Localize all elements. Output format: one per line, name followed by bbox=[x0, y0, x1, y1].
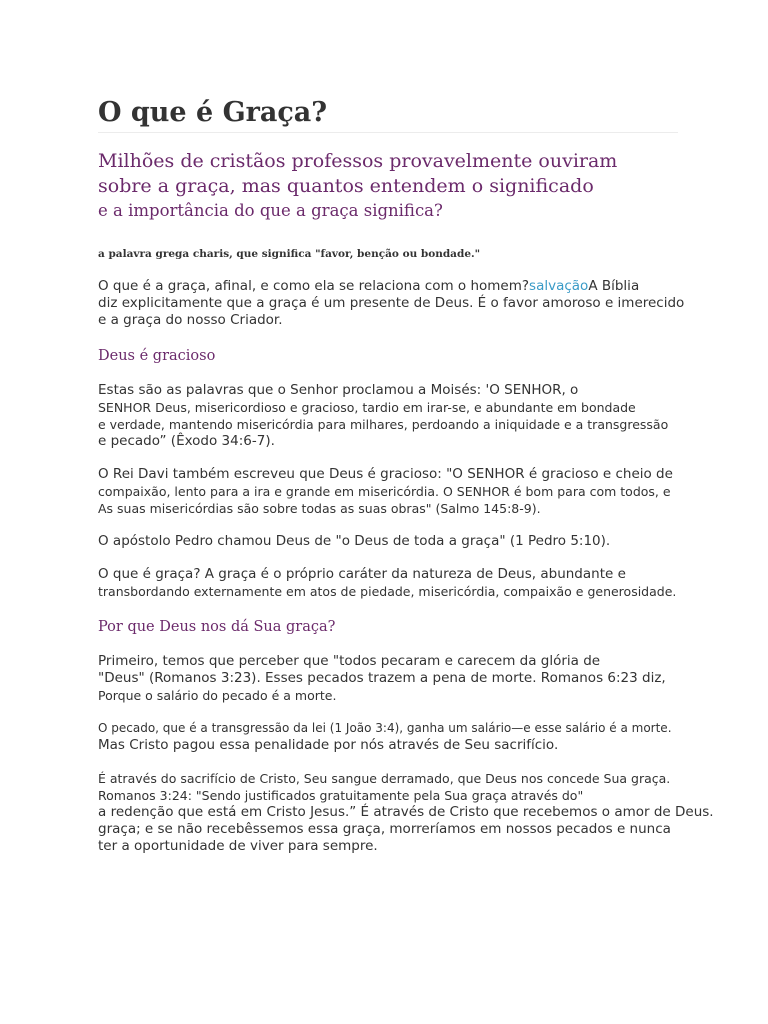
lead-line: Milhões de cristãos professos provavelmente ouviram bbox=[98, 150, 618, 172]
text-line: Romanos 3:24: "Sendo justificados gratuitamente pela Sua graça através do" bbox=[98, 788, 584, 803]
text-line: Estas são as palavras que o Senhor proclamou a Moisés: 'O SENHOR, o bbox=[98, 382, 579, 398]
paragraph bbox=[98, 566, 738, 600]
text-line: Primeiro, temos que perceber que "todos pecaram e carecem da glória de bbox=[98, 653, 601, 669]
paragraph bbox=[98, 466, 738, 517]
text-line: SENHOR Deus, misericordioso e gracioso, tardio em irar-se, e abundante em bondade bbox=[98, 400, 636, 415]
article bbox=[98, 96, 738, 855]
section-heading: Por que Deus nos dá Sua graça? bbox=[98, 619, 336, 635]
text-line: e a graça do nosso Criador. bbox=[98, 312, 283, 328]
greek-definition: a palavra grega charis, que significa "favor, benção ou bondade." bbox=[98, 248, 481, 260]
lead-line: sobre a graça, mas quantos entendem o significado bbox=[98, 175, 594, 197]
text-line: diz explicitamente que a graça é um presente de Deus. É o favor amoroso e imerecido bbox=[98, 295, 685, 311]
paragraph bbox=[98, 382, 738, 450]
text-line: O pecado, que é a transgressão da lei (1 João 3:4), ganha um salário—e esse salário é a morte. bbox=[98, 721, 672, 735]
intro-paragraph bbox=[98, 278, 738, 329]
lead-paragraph bbox=[98, 149, 738, 223]
paragraph bbox=[98, 770, 738, 855]
text-line: ter a oportunidade de viver para sempre. bbox=[98, 838, 378, 854]
text-line: "Deus" (Romanos 3:23). Esses pecados trazem a pena de morte. Romanos 6:23 diz, bbox=[98, 670, 666, 686]
text-line: O Rei Davi também escreveu que Deus é gracioso: "O SENHOR é gracioso e cheio de bbox=[98, 466, 673, 482]
text-line: transbordando externamente em atos de piedade, misericórdia, compaixão e generosidade. bbox=[98, 584, 677, 599]
text-line: O que é graça? A graça é o próprio caráter da natureza de Deus, abundante e bbox=[98, 566, 626, 582]
text-line: e verdade, mantendo misericórdia para milhares, perdoando a iniquidade e a transgressão bbox=[98, 417, 669, 432]
text-line: compaixão, lento para a ira e grande em misericórdia. O SENHOR é bom para com todos, e bbox=[98, 484, 671, 499]
section-heading: Deus é gracioso bbox=[98, 348, 216, 364]
text-line: e pecado” (Êxodo 34:6-7). bbox=[98, 433, 275, 449]
salvacao-link[interactable]: salvação bbox=[529, 278, 589, 294]
lead-line: e a importância do que a graça significa? bbox=[98, 201, 443, 220]
text-line: Mas Cristo pagou essa penalidade por nós através de Seu sacrifício. bbox=[98, 737, 559, 753]
text-line: É através do sacrifício de Cristo, Seu sangue derramado, que Deus nos concede Sua graça. bbox=[98, 771, 671, 786]
text-line: O apóstolo Pedro chamou Deus de "o Deus de toda a graça" (1 Pedro 5:10). bbox=[98, 533, 611, 549]
paragraph bbox=[98, 720, 738, 754]
text-line: a redenção que está em Cristo Jesus.” É através de Cristo que recebemos o amor de Deus. bbox=[98, 804, 714, 820]
text-line: graça; e se não recebêssemos essa graça, morreríamos em nossos pecados e nunca bbox=[98, 821, 671, 837]
page-title: O que é Graça? bbox=[98, 96, 678, 133]
text-line: As suas misericórdias são sobre todas as suas obras" (Salmo 145:8-9). bbox=[98, 501, 541, 516]
text-line: O que é a graça, afinal, e como ela se relaciona com o homem?salvaçãoA Bíblia bbox=[98, 278, 640, 294]
paragraph bbox=[98, 653, 738, 704]
text-line: Porque o salário do pecado é a morte. bbox=[98, 688, 337, 703]
paragraph bbox=[98, 533, 738, 550]
